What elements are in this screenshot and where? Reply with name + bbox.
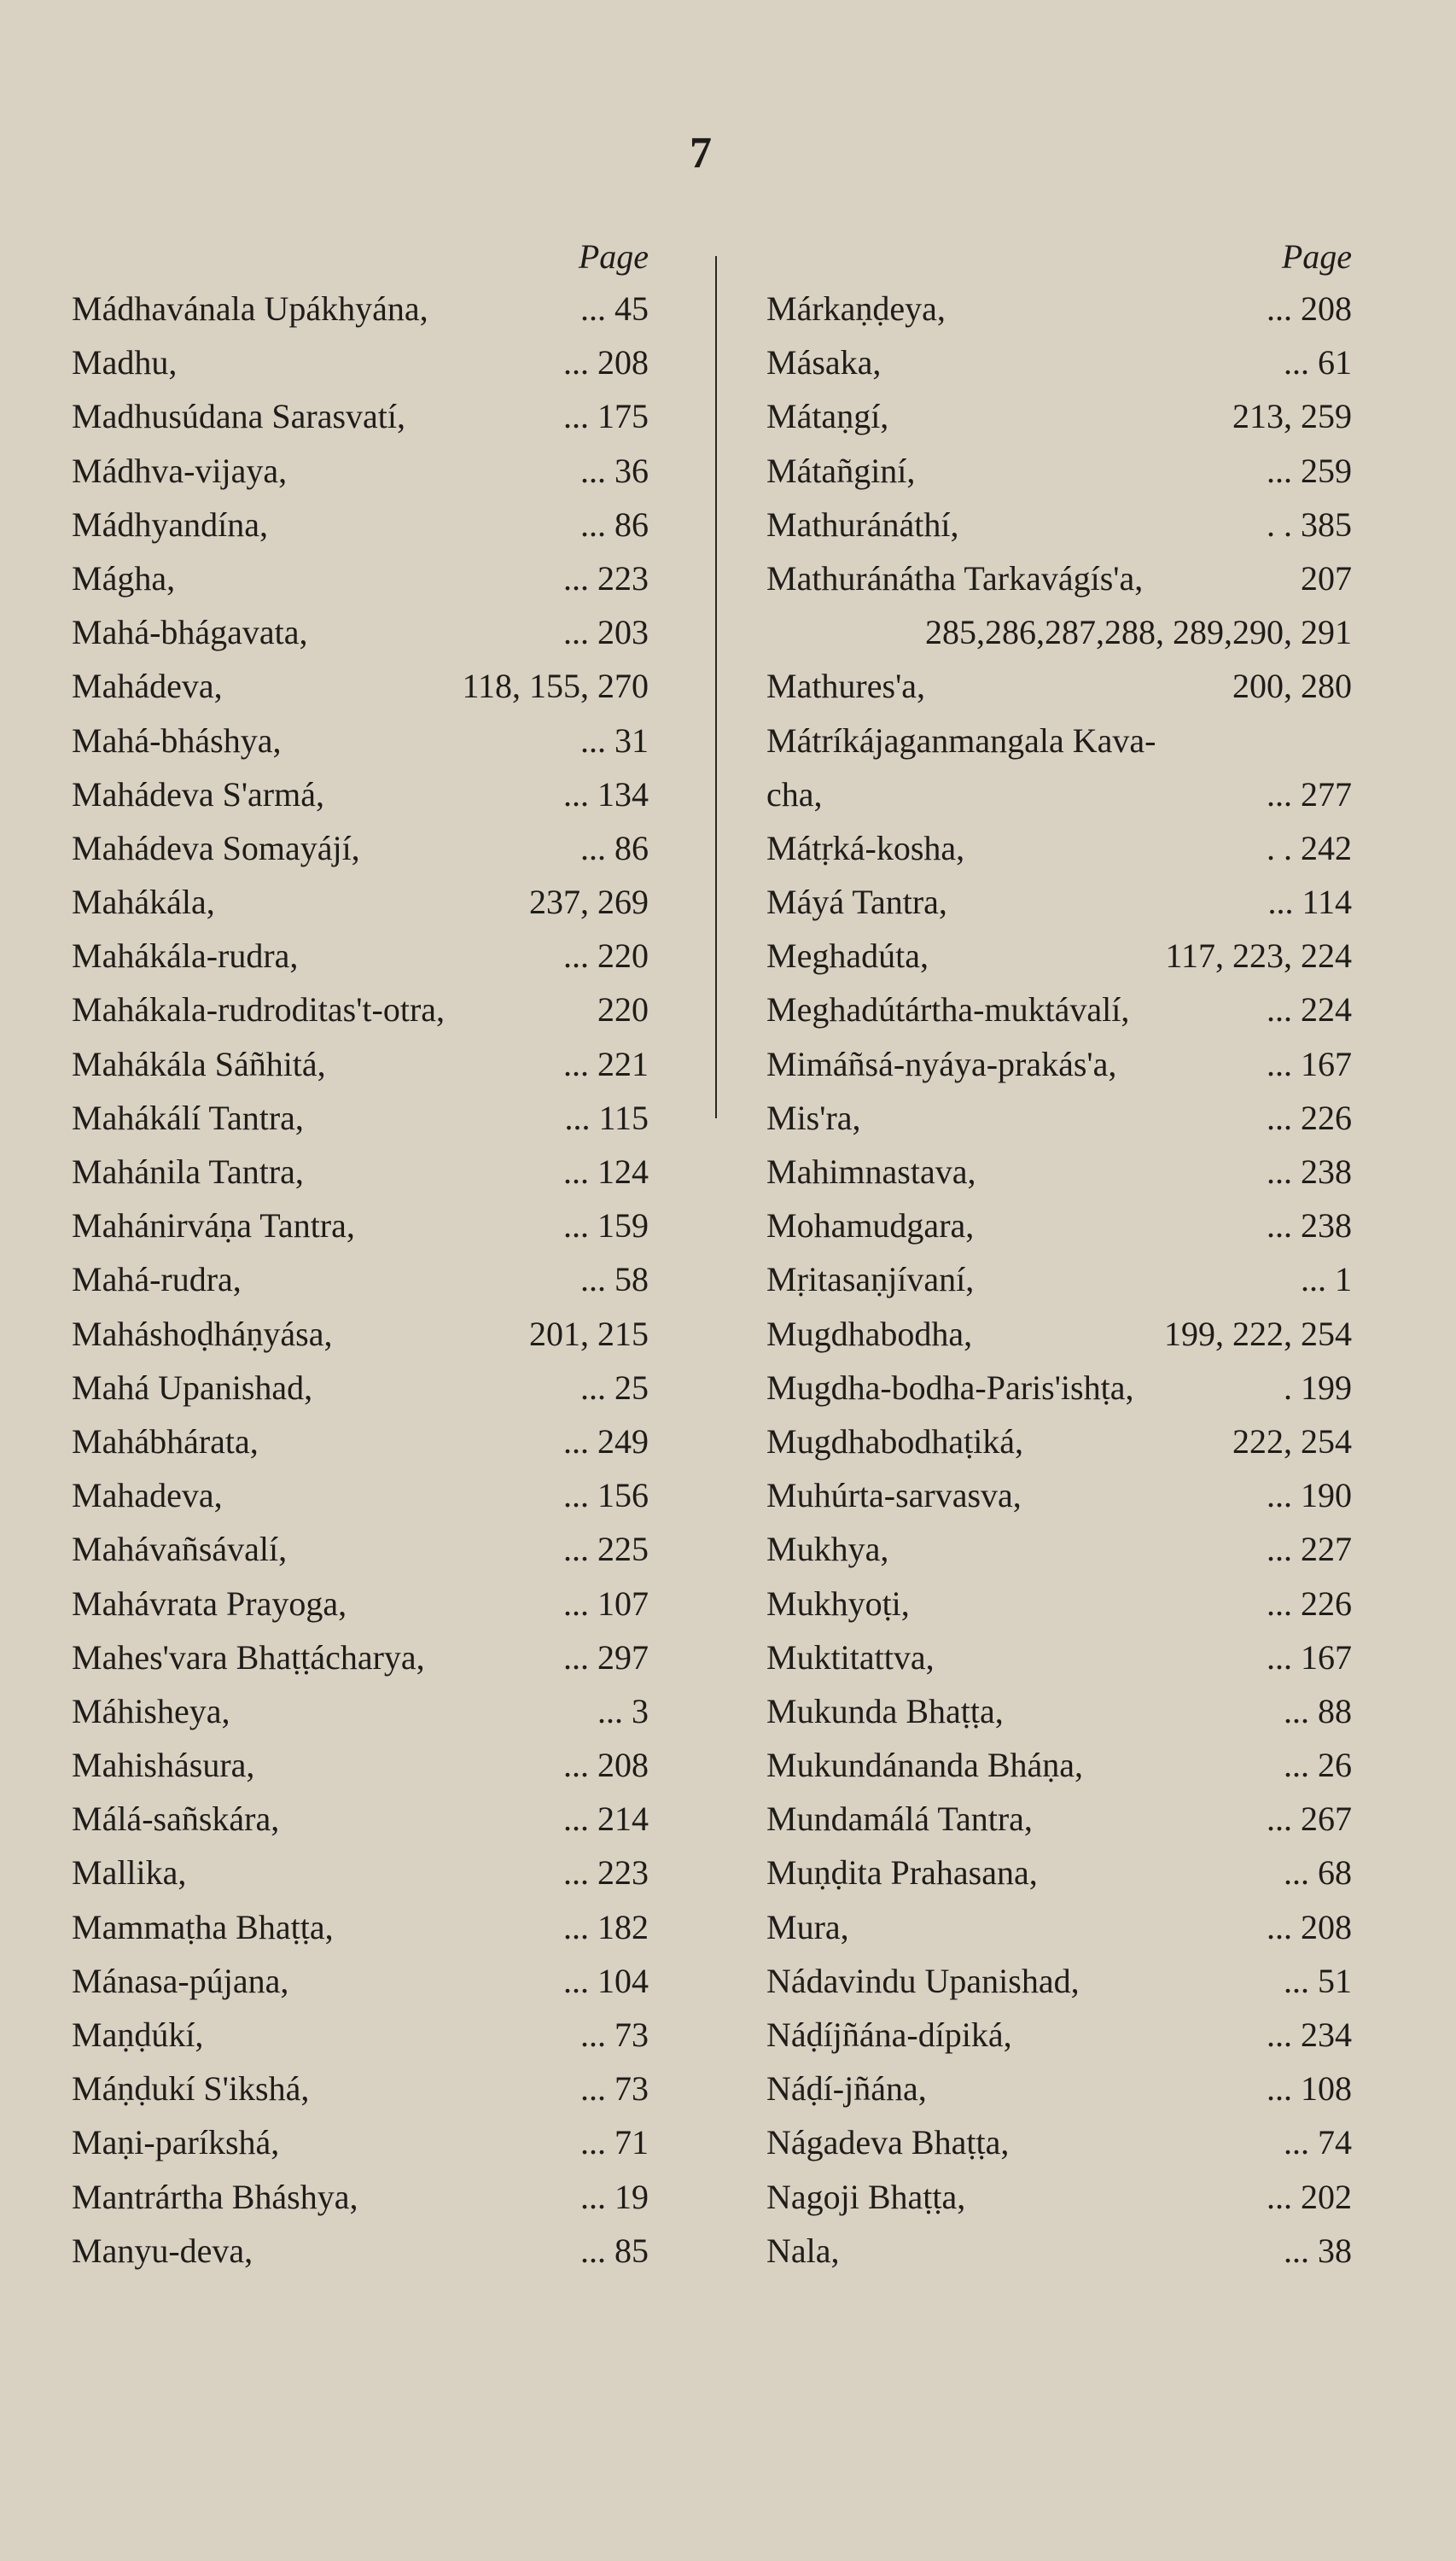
entry-pages [1352, 714, 1364, 767]
entry-pages: . 199 [1284, 1368, 1352, 1407]
index-entry [72, 1199, 661, 1252]
entry-pages: ... 208 [563, 343, 649, 382]
index-entry [766, 2062, 1364, 2115]
entry-pages: ... 238 [1267, 1152, 1352, 1191]
index-entry [766, 1199, 1364, 1252]
entry-title: Manyu-deva, [72, 2231, 253, 2270]
entry-title: Mathuránáthí, [766, 505, 959, 544]
index-entry [72, 2115, 661, 2169]
index-entry [766, 389, 1364, 443]
entry-pages: ... 223 [563, 1853, 649, 1893]
entry-pages: ... 86 [580, 828, 649, 867]
entry-pages: ... 85 [580, 2231, 649, 2270]
entry-title: Mantrártha Bháshya, [72, 2177, 358, 2216]
index-entry [766, 659, 1364, 713]
index-entry [72, 714, 661, 767]
entry-title: Másaka, [766, 343, 882, 382]
entry-title: Mátaṇgí, [766, 397, 889, 436]
entry-pages: ... 175 [563, 397, 649, 436]
entry-title: Mahá Upanishad, [72, 1368, 313, 1407]
entry-title: Madhusúdana Sarasvatí, [72, 397, 406, 436]
index-entry [766, 605, 1364, 659]
index-entry [72, 659, 661, 713]
entry-pages: ... 25 [580, 1368, 649, 1407]
entry-pages: ... 220 [563, 936, 649, 976]
entry-pages: ... 208 [563, 1746, 649, 1785]
entry-pages: ... 74 [1284, 2123, 1352, 2162]
index-entry [72, 1738, 661, 1792]
entry-pages: ... 51 [1284, 1961, 1352, 2000]
entry-pages: ... 221 [563, 1044, 649, 1083]
entry-title: Maháshoḍháṇyása, [72, 1314, 333, 1353]
index-entry [72, 1252, 661, 1306]
entry-title: Mura, [766, 1907, 849, 1946]
index-entry [72, 1900, 661, 1954]
entry-title: Maṇi-paríkshá, [72, 2123, 280, 2162]
entry-title: Mugdhabodha, [766, 1314, 973, 1353]
index-entry [766, 282, 1364, 335]
index-entry [72, 983, 661, 1036]
entry-title: Mahávañsávalí, [72, 1530, 288, 1569]
entry-pages: ... 61 [1284, 343, 1352, 382]
entry-pages: ... 259 [1267, 451, 1352, 490]
entry-pages: ... 71 [580, 2123, 649, 2162]
entry-title: Mugdha-bodha-Paris'ishṭa, [766, 1368, 1134, 1407]
entry-title: Mammaṭha Bhaṭṭa, [72, 1907, 334, 1946]
index-entry [766, 1145, 1364, 1199]
entry-title: Mukunda Bhaṭṭa, [766, 1691, 1004, 1730]
entry-title: Máyá Tantra, [766, 883, 947, 922]
entry-title: Nala, [766, 2231, 840, 2270]
index-entry [766, 767, 1364, 821]
entry-pages: ... 225 [563, 1530, 649, 1569]
entry-pages: ... 167 [1267, 1637, 1352, 1677]
index-column-right [766, 232, 1364, 2278]
index-entry [766, 1792, 1364, 1846]
entry-pages: . . 242 [1267, 828, 1352, 867]
index-entry [766, 1522, 1364, 1576]
index-entry [72, 929, 661, 983]
entry-pages: ... 86 [580, 505, 649, 544]
entry-title: Nádavindu Upanishad, [766, 1961, 1080, 2000]
index-entry [766, 2224, 1364, 2278]
index-entry [72, 875, 661, 929]
entry-pages: ... 19 [580, 2177, 649, 2216]
entry-pages: ... 277 [1267, 774, 1352, 814]
entry-title: Mátañginí, [766, 451, 916, 490]
entry-pages: 207 [1301, 558, 1352, 598]
entry-pages: ... 114 [1267, 883, 1352, 922]
index-entry [766, 551, 1364, 605]
index-entry [766, 1468, 1364, 1522]
entry-title: Mádhyandína, [72, 505, 268, 544]
index-entry [72, 1145, 661, 1199]
entry-title: Meghadúta, [766, 936, 929, 976]
entry-title: Mádhavánala Upákhyána, [72, 289, 428, 328]
entry-title: Mohamudgara, [766, 1206, 975, 1245]
page-column-header: Page [578, 237, 649, 276]
page-column-header: Page [1281, 237, 1352, 276]
index-entry [766, 1091, 1364, 1145]
entry-title: Mahes'vara Bhaṭṭácharya, [72, 1637, 425, 1677]
column-divider [715, 256, 717, 1118]
index-entry [72, 1522, 661, 1576]
entry-pages: ... 226 [1267, 1584, 1352, 1623]
entry-pages: ... 223 [563, 558, 649, 598]
entry-title: Mahákála-rudra, [72, 936, 299, 976]
page-number: 7 [690, 129, 712, 178]
entry-title: Mimáñsá-nyáya-prakás'a, [766, 1044, 1117, 1083]
entry-pages: ... 234 [1267, 2016, 1352, 2054]
entry-pages: ... 104 [563, 1961, 649, 2000]
entry-pages: 201, 215 [529, 1314, 649, 1353]
index-entry [766, 2115, 1364, 2169]
entry-title: Mukhya, [766, 1530, 889, 1569]
index-entry [72, 2008, 661, 2062]
entry-title: Mukundánanda Bháṇa, [766, 1746, 1084, 1785]
entry-pages: ... 190 [1267, 1476, 1352, 1515]
index-entry [72, 1361, 661, 1415]
entry-title: Náḍí-jñána, [766, 2069, 927, 2109]
entry-title: Nágadeva Bhaṭṭa, [766, 2123, 1010, 2162]
index-entry [766, 1307, 1364, 1361]
entry-title: Mahá-rudra, [72, 1260, 242, 1299]
entry-pages: ... 1 [1301, 1260, 1352, 1299]
entry-pages: ... 208 [1267, 1907, 1352, 1946]
index-entry [766, 1738, 1364, 1792]
entry-title: Mátríkájaganmangala Kava- [766, 720, 1156, 760]
entry-title: Nagoji Bhaṭṭa, [766, 2177, 966, 2216]
entry-title: Mánasa-pújana, [72, 1961, 289, 2000]
index-entry [72, 2170, 661, 2224]
entry-title: Náḍíjñána-dípiká, [766, 2016, 1012, 2054]
entry-title: Mallika, [72, 1853, 187, 1893]
entry-title: Mahádeva, [72, 667, 223, 706]
entry-title: Mahadeva, [72, 1476, 223, 1515]
entry-pages: 222, 254 [1232, 1421, 1352, 1461]
index-entry [72, 444, 661, 498]
index-entry [766, 1037, 1364, 1091]
index-entry [72, 767, 661, 821]
index-entry [72, 605, 661, 659]
entry-pages: ... 134 [563, 774, 649, 814]
entry-pages: ... 156 [563, 1476, 649, 1515]
index-entry [766, 1684, 1364, 1738]
index-entry [72, 821, 661, 875]
index-entry [72, 1468, 661, 1522]
entry-pages: ... 115 [564, 1098, 649, 1137]
index-entry [766, 875, 1364, 929]
index-entry [766, 1577, 1364, 1631]
entry-title: Mahákála, [72, 883, 215, 922]
entry-title: Mahábhárata, [72, 1421, 259, 1461]
index-entry [72, 1091, 661, 1145]
index-entry [72, 335, 661, 389]
entry-pages: ... 26 [1284, 1746, 1352, 1785]
entry-pages: 220 [597, 990, 649, 1030]
index-entry [766, 444, 1364, 498]
entry-title: Mahákálí Tantra, [72, 1098, 304, 1137]
entry-title: Mahá-bháshya, [72, 720, 282, 760]
entry-title: Maṇḍúkí, [72, 2016, 204, 2054]
index-entry [72, 1307, 661, 1361]
index-entry [766, 2008, 1364, 2062]
index-entry [72, 1684, 661, 1738]
index-entry [72, 389, 661, 443]
entry-pages: ... 226 [1267, 1098, 1352, 1137]
entry-title: Mahávrata Prayoga, [72, 1584, 347, 1623]
entry-pages: ... 31 [580, 720, 649, 760]
entry-pages: ... 38 [1284, 2231, 1352, 2270]
entry-pages: ... 182 [563, 1907, 649, 1946]
entry-title: Muktitattva, [766, 1637, 935, 1677]
entry-title: Mundamálá Tantra, [766, 1800, 1033, 1839]
entry-title: Muṇḍita Prahasana, [766, 1853, 1038, 1893]
entry-pages: 199, 222, 254 [1164, 1314, 1352, 1353]
entry-pages: ... 203 [563, 613, 649, 652]
entry-pages: ... 73 [580, 2016, 649, 2054]
index-entry [766, 1415, 1364, 1468]
entry-pages: ... 108 [1267, 2069, 1352, 2109]
index-entry [766, 2170, 1364, 2224]
index-entry [766, 983, 1364, 1036]
entry-title: Mugdhabodhaṭiká, [766, 1421, 1024, 1461]
entry-pages: ... 3 [597, 1691, 649, 1730]
index-entry [766, 1361, 1364, 1415]
index-entry [766, 335, 1364, 389]
index-column-left [72, 232, 661, 2278]
entry-pages: ... 124 [563, 1152, 649, 1191]
entry-title: Mahánila Tantra, [72, 1152, 304, 1191]
entry-pages: ... 45 [580, 289, 649, 328]
index-entry [72, 551, 661, 605]
index-entry [72, 498, 661, 551]
entry-title: Meghadútártha-muktávalí, [766, 990, 1130, 1030]
index-entry [766, 821, 1364, 875]
index-entry [766, 929, 1364, 983]
entry-title: Márkaṇḍeya, [766, 289, 946, 328]
entry-pages: ... 202 [1267, 2177, 1352, 2216]
entry-pages: ... 208 [1267, 289, 1352, 328]
index-entry [72, 1792, 661, 1846]
entry-pages: 200, 280 [1232, 667, 1352, 706]
index-entry [72, 1954, 661, 2008]
entry-pages: 213, 259 [1232, 397, 1352, 436]
entry-pages: ... 227 [1267, 1530, 1352, 1569]
entry-pages: ... 58 [580, 1260, 649, 1299]
index-entry [72, 1577, 661, 1631]
entry-title: Madhu, [72, 343, 178, 382]
entry-title: Mathures'a, [766, 667, 926, 706]
entry-title: Mahákala-rudroditas't-otra, [72, 990, 446, 1030]
entry-title: Mahádeva S'armá, [72, 774, 324, 814]
entry-pages: ... 159 [563, 1206, 649, 1245]
entry-pages: ... 238 [1267, 1206, 1352, 1245]
index-entry [766, 1954, 1364, 2008]
index-entry [72, 1037, 661, 1091]
entry-pages: 237, 269 [529, 883, 649, 922]
entry-title: Mukhyoṭi, [766, 1584, 910, 1623]
entry-title: Mathuránátha Tarkavágís'a, [766, 558, 1144, 598]
entry-pages: ... 167 [1267, 1044, 1352, 1083]
entry-title: Mahádeva Somayájí, [72, 828, 360, 867]
entry-pages: . . 385 [1267, 505, 1352, 544]
entry-title: Mádhva-vijaya, [72, 451, 288, 490]
entry-pages: ... 267 [1267, 1800, 1352, 1839]
entry-list [72, 282, 661, 2278]
index-entry [72, 1415, 661, 1468]
entry-pages: ... 297 [563, 1637, 649, 1677]
entry-pages: 118, 155, 270 [462, 667, 649, 706]
entry-pages: ... 107 [563, 1584, 649, 1623]
entry-pages: 285,286,287,288, 289,290, 291 [925, 613, 1352, 652]
entry-pages: ... 68 [1284, 1853, 1352, 1893]
entry-title: Mahánirváṇa Tantra, [72, 1206, 355, 1245]
entry-pages: ... 88 [1284, 1691, 1352, 1730]
index-entry [72, 2062, 661, 2115]
entry-title: Máhisheya, [72, 1691, 230, 1730]
entry-pages: 117, 223, 224 [1165, 936, 1352, 976]
index-entry [766, 1900, 1364, 1954]
entry-title: cha, [766, 774, 823, 814]
entry-title: Máṇḍukí S'ikshá, [72, 2069, 310, 2109]
index-entry [72, 282, 661, 335]
index-entry [766, 1631, 1364, 1684]
entry-pages: ... 36 [580, 451, 649, 490]
index-entry [72, 2224, 661, 2278]
entry-title: Mṛitasaṇjívaní, [766, 1260, 975, 1299]
index-entry [72, 1631, 661, 1684]
entry-title: Mis'ra, [766, 1098, 861, 1137]
entry-list [766, 282, 1364, 2278]
entry-title: Mahá-bhágavata, [72, 613, 308, 652]
entry-pages: ... 249 [563, 1421, 649, 1461]
entry-title: Mátṛká-kosha, [766, 828, 965, 867]
entry-pages: ... 214 [563, 1800, 649, 1839]
index-entry [766, 1252, 1364, 1306]
entry-title: Mahishásura, [72, 1746, 255, 1785]
entry-pages: ... 224 [1267, 990, 1352, 1030]
index-entry [766, 1846, 1364, 1899]
index-entry [766, 714, 1364, 767]
entry-title: Muhúrta-sarvasva, [766, 1476, 1022, 1515]
index-entry [72, 1846, 661, 1899]
entry-title: Mahimnastava, [766, 1152, 976, 1191]
entry-title: Mahákála Sáñhitá, [72, 1044, 326, 1083]
entry-title: Málá-sañskára, [72, 1800, 280, 1839]
entry-title: Mágha, [72, 558, 176, 598]
entry-pages: ... 73 [580, 2069, 649, 2109]
index-entry [766, 498, 1364, 551]
